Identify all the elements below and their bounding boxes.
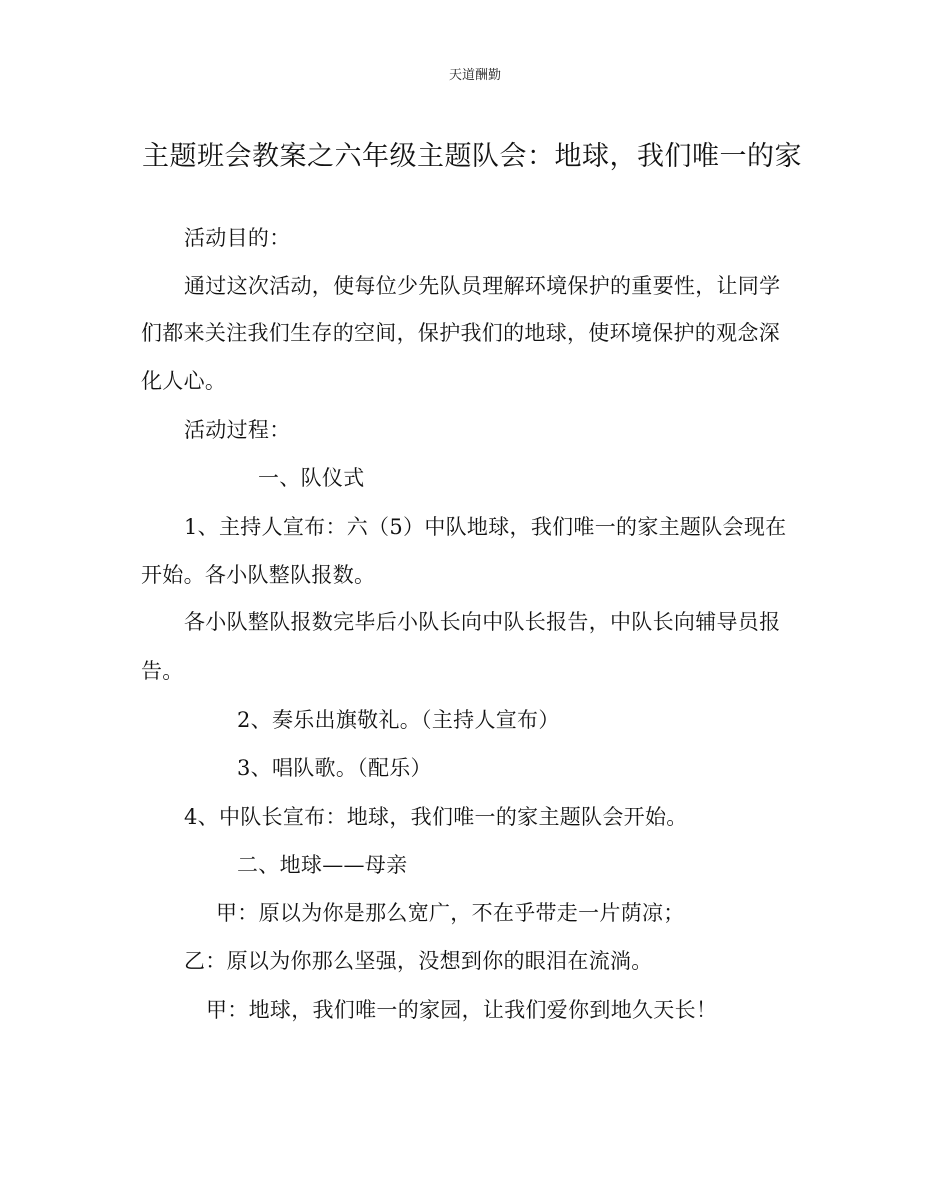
paragraph-line: 2、奏乐出旗敬礼。（主持人宣布） — [237, 708, 560, 732]
paragraph-line: 4、中队长宣布：地球，我们唯一的家主题队会开始。 — [184, 805, 688, 829]
paragraph-line: 化人心。 — [141, 369, 227, 393]
paragraph-line: 1、主持人宣布：六（5）中队地球，我们唯一的家主题队会现在 — [184, 515, 787, 539]
page-header: 天道酬勤 — [448, 68, 501, 83]
subsection-heading: 一、队仪式 — [258, 466, 365, 490]
paragraph-line: 告。 — [141, 659, 184, 683]
section-heading-process: 活动过程： — [184, 418, 291, 442]
paragraph-line: 们都来关注我们生存的空间，保护我们的地球，使环境保护的观念深 — [141, 321, 780, 345]
paragraph-line: 3、唱队歌。（配乐） — [237, 756, 432, 780]
dialogue-line: 乙：原以为你那么坚强，没想到你的眼泪在流淌。 — [184, 949, 653, 973]
subsection-heading: 二、地球——母亲 — [237, 853, 408, 877]
paragraph-line: 开始。各小队整队报数。 — [141, 563, 376, 587]
dialogue-line: 甲：地球，我们唯一的家园，让我们爱你到地久天长！ — [206, 998, 718, 1022]
paragraph-line: 通过这次活动，使每位少先队员理解环境保护的重要性，让同学 — [184, 274, 781, 298]
section-heading-purpose: 活动目的： — [184, 226, 291, 250]
dialogue-line: 甲：原以为你是那么宽广，不在乎带走一片荫凉； — [216, 901, 685, 925]
document-title: 主题班会教案之六年级主题队会：地球，我们唯一的家 — [142, 141, 802, 172]
paragraph-line: 各小队整队报数完毕后小队长向中队长报告，中队长向辅导员报 — [184, 610, 781, 634]
